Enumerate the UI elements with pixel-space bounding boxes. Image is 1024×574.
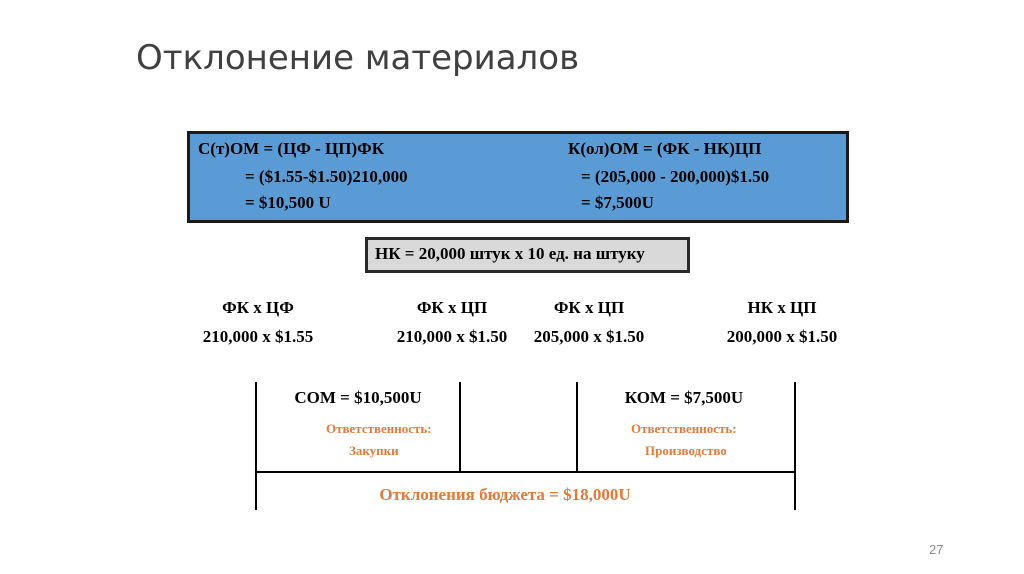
- column-value-4: 200,000 х $1.50: [726, 327, 838, 346]
- column-header-2: ФК х ЦП: [416, 298, 488, 317]
- quantity-variance-formula: К(ол)ОМ = (ФК - НК)ЦП: [568, 139, 762, 158]
- price-responsibility-label: Ответственность:: [326, 421, 432, 436]
- column-value-1: 210,000 х $1.55: [202, 327, 314, 346]
- bracket-line-horizontal: [255, 471, 796, 473]
- price-variance-label: СОМ = $10,500U: [294, 388, 422, 407]
- total-variance-label: Отклонения бюджета = $18,000U: [379, 485, 631, 504]
- price-variance-result: = $10,500 U: [245, 193, 331, 212]
- bracket-line-mid-left: [459, 382, 461, 472]
- bracket-line-mid-right: [576, 382, 578, 472]
- price-variance-formula: С(т)ОМ = (ЦФ - ЦП)ФК: [198, 139, 385, 158]
- bracket-line-right: [794, 382, 796, 510]
- quantity-variance-calc: = (205,000 - 200,000)$1.50: [581, 167, 770, 186]
- column-header-4: НК х ЦП: [747, 298, 817, 317]
- formula-box: [187, 131, 849, 223]
- quantity-variance-label: КОМ = $7,500U: [624, 388, 744, 407]
- standard-quantity-box: [365, 237, 690, 273]
- quantity-variance-result: = $7,500U: [581, 193, 654, 212]
- column-header-1: ФК х ЦФ: [222, 298, 294, 317]
- standard-quantity-text: НК = 20,000 штук х 10 ед. на штуку: [375, 244, 645, 263]
- page-number: 27: [929, 542, 944, 557]
- column-header-3: ФК х ЦП: [553, 298, 625, 317]
- price-responsibility-dept: Закупки: [349, 443, 399, 458]
- quantity-responsibility-dept: Производство: [645, 443, 727, 458]
- bracket-line-left: [255, 382, 257, 510]
- quantity-responsibility-label: Ответственность:: [631, 421, 737, 436]
- slide-title: Отклонение материалов: [136, 38, 580, 78]
- price-variance-calc: = ($1.55-$1.50)210,000: [245, 167, 408, 186]
- column-value-2: 210,000 х $1.50: [396, 327, 508, 346]
- column-value-3: 205,000 х $1.50: [533, 327, 645, 346]
